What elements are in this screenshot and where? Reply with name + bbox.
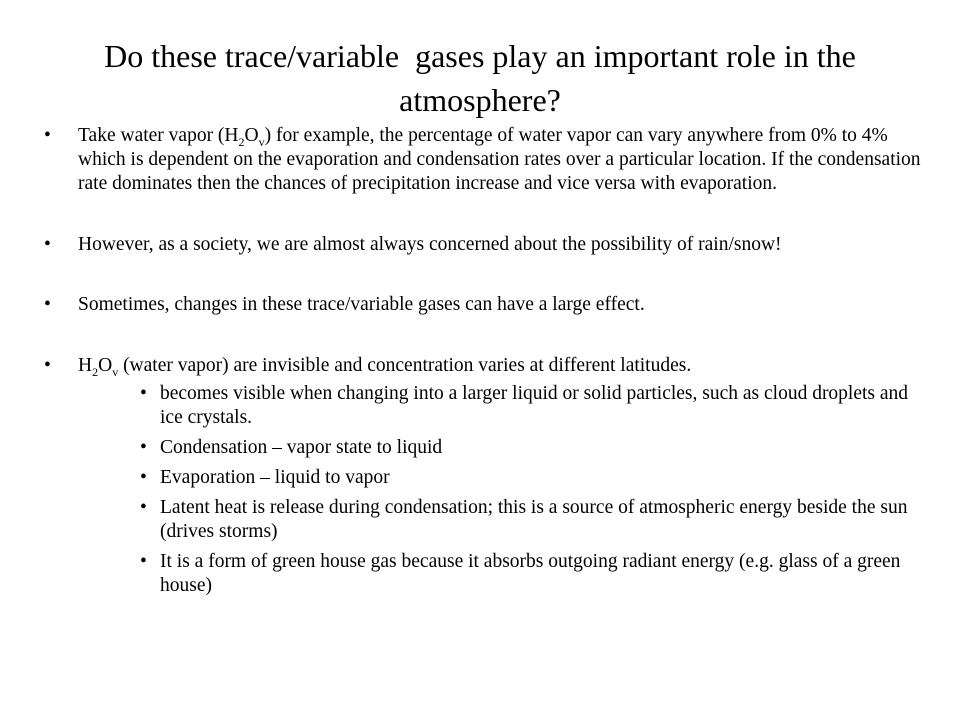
bullet-text: However, as a society, we are almost always concerned about the possibility of rain/snow!: [78, 234, 782, 255]
bullet-text-rest: ) for example, the percentage of water vapor can vary anywhere from 0% to 4% which is dependent on the evaporation and condensation rates over a particular location. If the condensation rate dominates then the chances of precipitation increase and vice versa with evaporation.: [78, 125, 921, 194]
sub-bullet-greenhouse-gas: [140, 550, 924, 598]
sub-bullet-text: Evaporation – liquid to vapor: [160, 467, 390, 488]
bullet-society-concern: [44, 233, 924, 257]
subscript-2: 2: [92, 364, 99, 379]
slide-title-line-2: atmosphere?: [399, 82, 561, 118]
bullet-text-start: Take water vapor (H: [78, 125, 239, 146]
bullet-water-vapor-example: [44, 124, 924, 196]
slide-body: [44, 124, 924, 598]
bullet-text-rest: (water vapor) are invisible and concentration varies at different latitudes.: [118, 355, 692, 376]
subscript-2: 2: [238, 134, 245, 149]
sub-bullet-condensation: [140, 436, 924, 460]
sub-bullet-evaporation: [140, 466, 924, 490]
bullet-large-effect: [44, 293, 924, 317]
bullet-marker: •: [44, 355, 51, 376]
subscript-v: v: [112, 364, 119, 379]
sub-bullet-text: becomes visible when changing into a larger liquid or solid particles, such as cloud droplets and ice crystals.: [160, 383, 909, 428]
slide-title-line-1: Do these trace/variable gases play an important role in the: [104, 38, 856, 74]
bullet-water-vapor-invisible: [44, 354, 924, 378]
sub-bullet-visibility: [140, 382, 924, 430]
sub-bullet-text: Condensation – vapor state to liquid: [160, 437, 443, 458]
bullet-marker: •: [44, 125, 51, 146]
sub-bullet-marker: •: [140, 497, 147, 518]
sub-bullet-marker: •: [140, 437, 147, 458]
sub-bullet-marker: •: [140, 467, 147, 488]
subscript-v: v: [258, 134, 265, 149]
bullet-text: Sometimes, changes in these trace/variable gases can have a large effect.: [78, 294, 645, 315]
sub-bullet-marker: •: [140, 551, 147, 572]
sub-bullet-marker: •: [140, 383, 147, 404]
slide-title: [40, 34, 920, 122]
sub-bullet-latent-heat: [140, 496, 924, 544]
bullet-text-o: O: [244, 125, 259, 146]
bullet-text-o: O: [98, 355, 113, 376]
bullet-marker: •: [44, 294, 51, 315]
bullet-text-start: H: [78, 355, 93, 376]
sub-bullet-text: Latent heat is release during condensation; this is a source of atmospheric energy beside the sun (drives storms): [160, 497, 908, 542]
bullet-marker: •: [44, 234, 51, 255]
sub-bullet-text: It is a form of green house gas because it absorbs outgoing radiant energy (e.g. glass of a green house): [160, 551, 901, 596]
